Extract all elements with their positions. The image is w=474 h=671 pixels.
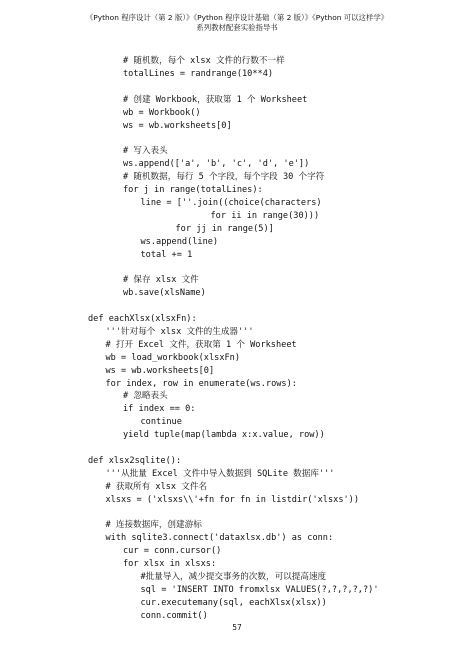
code-line: if index == 0: <box>123 404 196 415</box>
code-line: # 写入表头 <box>123 146 168 157</box>
code-line: # 随机数据，每行 5 个字段，每个字段 30 个字符 <box>123 172 325 183</box>
code-line: '''针对每个 xlsx 文件的生成器''' <box>105 326 254 337</box>
code-line: def xlsx2sqlite(): <box>88 455 182 466</box>
code-line: for jj in range(5)] <box>175 223 274 234</box>
code-line: # 连接数据库，创建游标 <box>105 520 202 531</box>
code-line: for ii in range(30))) <box>210 210 320 221</box>
code-line: with sqlite3.connect('dataxlsx.db') as conn: <box>105 533 334 544</box>
code-line: for index, row in enumerate(ws.rows): <box>105 378 297 389</box>
code-line: totalLines = randrange(10**4) <box>123 68 274 79</box>
code-line: # 忽略表头 <box>123 391 168 402</box>
code-line: '''从批量 Excel 文件中导入数据到 SQLite 数据库''' <box>105 468 335 479</box>
header-subtitle: 系列教材配套实验指导书 <box>196 23 278 32</box>
page-number: 57 <box>232 623 242 632</box>
code-line: def eachXlsx(xlsxFn): <box>88 314 197 324</box>
code-line: # 创建 Workbook，获取第 1 个 Worksheet <box>123 94 308 105</box>
code-line: cur.executemany(sql, eachXlsx(xlsx)) <box>140 597 327 608</box>
code-line: total += 1 <box>140 249 193 260</box>
code-line: sql = 'INSERT INTO fromxlsx VALUES(?,?,?,?,?)' <box>140 584 379 595</box>
code-line: ws.append(line) <box>140 236 219 247</box>
code-line: # 保存 xlsx 文件 <box>123 275 199 286</box>
code-line: # 随机数，每个 xlsx 文件的行数不一样 <box>123 56 285 66</box>
code-line: cur = conn.cursor() <box>123 546 222 557</box>
code-line: line = [''.join((choice(characters) <box>140 197 322 208</box>
code-line: wb.save(xlsName) <box>123 288 206 299</box>
code-line: continue <box>140 417 182 428</box>
code-line: for xlsx in xlsxs: <box>123 559 217 570</box>
code-line: # 获取所有 xlsx 文件名 <box>105 481 208 492</box>
code-line: # 打开 Excel 文件，获取第 1 个 Worksheet <box>105 339 297 350</box>
code-line: ws = wb.worksheets[0] <box>123 120 232 131</box>
code-line: ws = wb.worksheets[0] <box>105 365 215 376</box>
code-line: conn.commit() <box>140 610 208 621</box>
code-line: wb = load_workbook(xlsxFn) <box>105 352 241 363</box>
code-line: wb = Workbook() <box>123 107 201 118</box>
code-line: yield tuple(map(lambda x:x.value, row)) <box>123 430 325 441</box>
page-header <box>0 13 474 33</box>
code-line: ws.append(['a', 'b', 'c', 'd', 'e']) <box>123 159 310 170</box>
code-line: for j in range(totalLines): <box>123 185 263 195</box>
header-series-titles: 《Python 程序设计（第 2 版）》《Python 程序设计基础（第 2 版）》《Python 可以这样学》 <box>85 13 389 22</box>
code-line: xlsxs = ('xlsxs\\'+fn for fn in listdir('xlsxs')) <box>105 494 360 505</box>
code-line: #批量导入，减少提交事务的次数，可以提高速度 <box>140 572 327 582</box>
